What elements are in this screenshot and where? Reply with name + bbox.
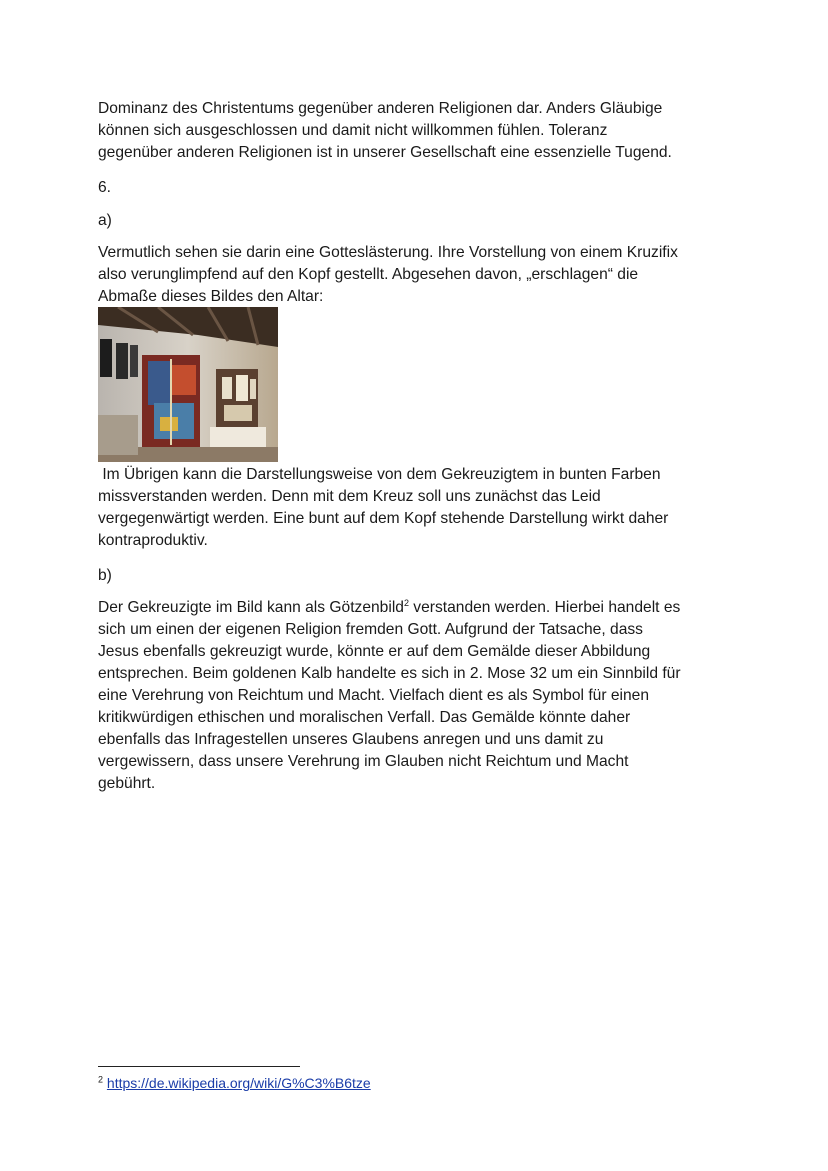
text-line (98, 597, 738, 619)
part-b-label: b) (98, 567, 112, 584)
text-fragment: verstanden werden. Hierbei handelt es (408, 599, 681, 616)
text-line: gebührt. (98, 775, 156, 792)
footnote-number: 2 (98, 1074, 104, 1085)
text-line: gegenüber anderen Religionen ist in unserer Gesellschaft eine essenzielle Tugend. (98, 144, 672, 161)
footnote-separator (98, 1066, 300, 1067)
text-line: kontraproduktiv. (98, 532, 208, 549)
part-a-continuation (98, 464, 738, 552)
text-line: Abmaße dieses Bildes den Altar: (98, 288, 324, 305)
text-line: also verunglimpfend auf den Kopf gestellt. Abgesehen davon, „erschlagen“ die (98, 266, 639, 283)
part-b-paragraph (98, 597, 738, 795)
part-a-paragraph (98, 242, 738, 308)
text-fragment: Der Gekreuzigte im Bild kann als Götzenbild (98, 599, 404, 616)
footnote-link[interactable]: https://de.wikipedia.org/wiki/G%C3%B6tze (106, 1075, 371, 1091)
section-number: 6. (98, 179, 112, 196)
text-line: kritikwürdigen ethischen und moralischen Verfall. Das Gemälde könnte daher (98, 709, 631, 726)
text-line: entsprechen. Beim goldenen Kalb handelte es sich in 2. Mose 32 um ein Sinnbild für (98, 665, 681, 682)
text-line: ebenfalls das Infragestellen unseres Glaubens anregen und uns damit zu (98, 731, 604, 748)
text-line: missverstanden werden. Denn mit dem Kreuz soll uns zunächst das Leid (98, 488, 601, 505)
text-line: eine Verehrung von Reichtum und Macht. Vielfach dient es als Symbol für einen (98, 687, 650, 704)
footnote (98, 1074, 371, 1092)
footnote-reference[interactable]: 2 (403, 597, 409, 608)
text-line: Jesus ebenfalls gekreuzigt wurde, könnte er auf dem Gemälde dieser Abbildung (98, 643, 651, 660)
text-line: Vermutlich sehen sie darin eine Gotteslästerung. Ihre Vorstellung von einem Kruzifix (98, 244, 678, 261)
intro-paragraph (98, 98, 738, 164)
text-line: vergegenwärtigt werden. Eine bunt auf dem Kopf stehende Darstellung wirkt daher (98, 510, 669, 527)
text-line: Im Übrigen kann die Darstellungsweise von dem Gekreuzigtem in bunten Farben (98, 466, 661, 483)
text-line: Dominanz des Christentums gegenüber anderen Religionen dar. Anders Gläubige (98, 100, 663, 117)
part-a-label: a) (98, 212, 112, 229)
text-line: können sich ausgeschlossen und damit nicht willkommen fühlen. Toleranz (98, 122, 608, 139)
church-interior-image (98, 307, 278, 462)
text-line: vergewissern, dass unsere Verehrung im Glauben nicht Reichtum und Macht (98, 753, 629, 770)
text-line: sich um einen der eigenen Religion fremden Gott. Aufgrund der Tatsache, dass (98, 621, 643, 638)
